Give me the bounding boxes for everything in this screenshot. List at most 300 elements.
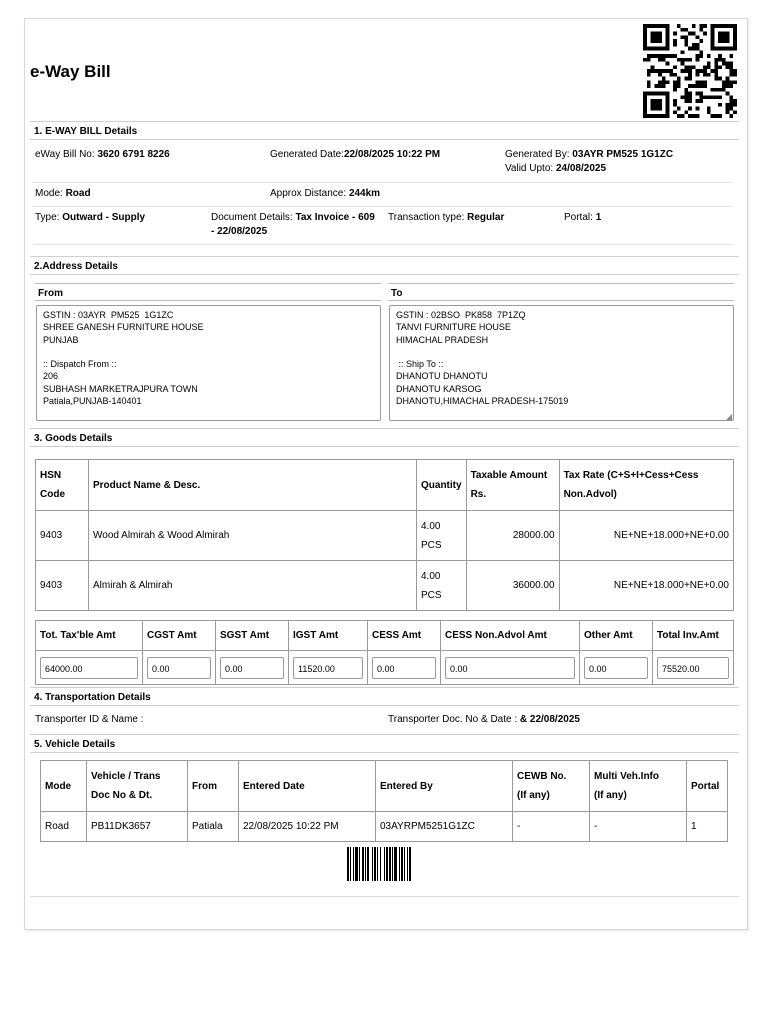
barcode bbox=[347, 847, 421, 881]
qr-module bbox=[643, 58, 647, 62]
qr-module bbox=[726, 35, 730, 39]
qr-module bbox=[718, 47, 722, 51]
qr-module bbox=[651, 47, 655, 51]
qr-module bbox=[711, 24, 715, 28]
ewb-bill-no bbox=[35, 148, 170, 162]
ewb-distance bbox=[270, 187, 380, 201]
qr-module bbox=[673, 65, 677, 69]
qr-module bbox=[662, 24, 666, 28]
qr-module bbox=[688, 107, 692, 111]
qr-module bbox=[726, 24, 730, 28]
barcode-bar bbox=[355, 847, 358, 881]
total-inv-field[interactable]: 75520.00 bbox=[657, 657, 729, 679]
ewb-distance-value: 244km bbox=[348, 188, 381, 199]
qr-module bbox=[651, 114, 655, 118]
ewb-document-value-2: - 22/08/2025 bbox=[211, 226, 268, 237]
vehicle-header-vehicle: Vehicle / Trans Doc No & Dt. bbox=[87, 761, 188, 812]
vehicle-header-portal: Portal bbox=[687, 761, 728, 812]
qr-module bbox=[643, 32, 647, 36]
vehicle-header-row bbox=[41, 761, 728, 812]
qr-module bbox=[699, 39, 703, 43]
qr-module bbox=[654, 54, 658, 58]
divider bbox=[30, 896, 739, 897]
qr-module bbox=[718, 103, 722, 107]
qr-module bbox=[658, 24, 662, 28]
qr-module bbox=[684, 35, 688, 39]
qr-module bbox=[688, 95, 692, 99]
goods-taxable: 36000.00 bbox=[466, 561, 559, 611]
qr-module bbox=[726, 65, 730, 69]
qr-module bbox=[699, 92, 703, 96]
cgst-field[interactable]: 0.00 bbox=[147, 657, 211, 679]
qr-module bbox=[696, 80, 700, 84]
ewb-bill-no-value: 3620 6791 8226 bbox=[97, 149, 170, 160]
qr-module bbox=[669, 54, 673, 58]
qr-module bbox=[666, 99, 670, 103]
transporter-doc-value: & 22/08/2025 bbox=[519, 714, 580, 725]
qr-module bbox=[688, 65, 692, 69]
qr-module bbox=[733, 35, 737, 39]
vehicle-mode: Road bbox=[41, 812, 87, 842]
qr-module bbox=[647, 80, 651, 84]
ewb-generated-date bbox=[270, 148, 440, 162]
qr-module bbox=[669, 69, 673, 73]
qr-module bbox=[651, 54, 655, 58]
qr-module bbox=[662, 114, 666, 118]
qr-module bbox=[643, 28, 647, 32]
qr-module bbox=[651, 24, 655, 28]
qr-module bbox=[733, 99, 737, 103]
qr-module bbox=[673, 39, 677, 43]
ewb-transaction-value: Regular bbox=[467, 212, 505, 223]
qr-module bbox=[699, 24, 703, 28]
qr-module bbox=[688, 69, 692, 73]
barcode-bar bbox=[347, 847, 349, 881]
totals-cell bbox=[441, 651, 580, 685]
barcode-bar bbox=[407, 847, 408, 881]
qr-module bbox=[718, 54, 722, 58]
qr-module bbox=[677, 80, 681, 84]
barcode-bar bbox=[362, 847, 364, 881]
total-taxable-field[interactable]: 64000.00 bbox=[40, 657, 138, 679]
ewb-portal-value: 1 bbox=[595, 212, 602, 223]
qr-module bbox=[696, 58, 700, 62]
qr-module bbox=[718, 58, 722, 62]
qr-module bbox=[726, 39, 730, 43]
ewb-transaction-label: Transaction type: bbox=[388, 212, 465, 223]
qr-module bbox=[729, 65, 733, 69]
qr-module bbox=[658, 99, 662, 103]
ewb-document-label: Document Details: bbox=[211, 212, 293, 223]
qr-module bbox=[673, 80, 677, 84]
qr-module bbox=[684, 92, 688, 96]
qr-module bbox=[722, 47, 726, 51]
qr-module bbox=[647, 24, 651, 28]
qr-module bbox=[722, 84, 726, 88]
qr-module bbox=[658, 114, 662, 118]
qr-module bbox=[684, 43, 688, 47]
qr-module bbox=[714, 47, 718, 51]
qr-module bbox=[647, 92, 651, 96]
qr-module bbox=[688, 58, 692, 62]
qr-module bbox=[714, 24, 718, 28]
qr-module bbox=[654, 107, 658, 111]
table-row bbox=[41, 812, 728, 842]
qr-module bbox=[699, 50, 703, 54]
qr-module bbox=[726, 32, 730, 36]
qr-module bbox=[729, 69, 733, 73]
qr-module bbox=[681, 95, 685, 99]
qr-module bbox=[714, 77, 718, 81]
qr-module bbox=[733, 110, 737, 114]
qr-module bbox=[658, 47, 662, 51]
qr-module bbox=[662, 84, 666, 88]
qr-module bbox=[677, 107, 681, 111]
table-row bbox=[36, 561, 734, 611]
qr-module bbox=[658, 39, 662, 43]
qr-module bbox=[714, 73, 718, 77]
qr-module bbox=[673, 54, 677, 58]
divider bbox=[33, 244, 733, 245]
qr-module bbox=[666, 107, 670, 111]
qr-module bbox=[729, 54, 733, 58]
totals-cell bbox=[653, 651, 734, 685]
qr-module bbox=[726, 47, 730, 51]
totals-header-igst: IGST Amt bbox=[289, 621, 368, 651]
qr-module bbox=[666, 92, 670, 96]
qr-module bbox=[692, 65, 696, 69]
resize-handle-icon[interactable]: ◢ bbox=[726, 412, 733, 421]
qr-module bbox=[722, 80, 726, 84]
qr-module bbox=[718, 24, 722, 28]
barcode-bar bbox=[367, 847, 369, 881]
qr-module bbox=[654, 35, 658, 39]
qr-module bbox=[681, 114, 685, 118]
qr-module bbox=[647, 54, 651, 58]
barcode-bar bbox=[392, 847, 393, 881]
qr-module bbox=[726, 62, 730, 66]
totals-cell bbox=[216, 651, 289, 685]
qr-module bbox=[651, 107, 655, 111]
qr-module bbox=[651, 99, 655, 103]
qr-module bbox=[647, 84, 651, 88]
totals-cell bbox=[289, 651, 368, 685]
qr-module bbox=[654, 47, 658, 51]
qr-module bbox=[692, 32, 696, 36]
qr-module bbox=[729, 73, 733, 77]
qr-module bbox=[658, 84, 662, 88]
qr-module bbox=[658, 58, 662, 62]
qr-module bbox=[699, 69, 703, 73]
qr-module bbox=[647, 58, 651, 62]
qr-module bbox=[696, 73, 700, 77]
vehicle-header-cewb: CEWB No. (If any) bbox=[513, 761, 590, 812]
barcode-bar bbox=[353, 847, 354, 881]
qr-module bbox=[733, 73, 737, 77]
qr-module bbox=[666, 39, 670, 43]
qr-module bbox=[673, 88, 677, 92]
qr-module bbox=[703, 69, 707, 73]
ewb-portal-label: Portal: bbox=[564, 212, 593, 223]
qr-module bbox=[654, 114, 658, 118]
qr-module bbox=[703, 84, 707, 88]
sgst-field[interactable]: 0.00 bbox=[220, 657, 284, 679]
qr-module bbox=[714, 95, 718, 99]
qr-module bbox=[688, 114, 692, 118]
qr-module bbox=[643, 92, 647, 96]
qr-module bbox=[711, 43, 715, 47]
qr-module bbox=[711, 35, 715, 39]
vehicle-from: Patiala bbox=[188, 812, 239, 842]
qr-module bbox=[662, 92, 666, 96]
qr-module bbox=[718, 77, 722, 81]
qr-module bbox=[654, 92, 658, 96]
qr-module bbox=[647, 114, 651, 118]
barcode-bar bbox=[386, 847, 388, 881]
goods-rate: NE+NE+18.000+NE+0.00 bbox=[559, 511, 733, 561]
totals-header-total: Total Inv.Amt bbox=[653, 621, 734, 651]
other-amt-field[interactable]: 0.00 bbox=[584, 657, 648, 679]
qr-module bbox=[643, 99, 647, 103]
ewb-distance-label: Approx Distance: bbox=[270, 188, 347, 199]
qr-module bbox=[684, 110, 688, 114]
vehicle-cewb: - bbox=[513, 812, 590, 842]
qr-module bbox=[711, 114, 715, 118]
qr-module bbox=[726, 92, 730, 96]
qr-module bbox=[718, 39, 722, 43]
barcode-bar bbox=[372, 847, 373, 881]
qr-module bbox=[651, 92, 655, 96]
qr-module bbox=[711, 32, 715, 36]
qr-module bbox=[707, 95, 711, 99]
qr-module bbox=[733, 28, 737, 32]
qr-module bbox=[696, 92, 700, 96]
qr-module bbox=[688, 84, 692, 88]
totals-header-cess: CESS Amt bbox=[368, 621, 441, 651]
divider bbox=[33, 206, 733, 207]
vehicle-number: PB11DK3657 bbox=[87, 812, 188, 842]
cess-field[interactable]: 0.00 bbox=[372, 657, 436, 679]
ewb-document-value-1: Tax Invoice - 609 bbox=[295, 212, 375, 223]
vehicle-header-from: From bbox=[188, 761, 239, 812]
ewb-document-details bbox=[211, 211, 383, 239]
qr-module bbox=[658, 35, 662, 39]
barcode-bar bbox=[384, 847, 385, 881]
totals-cell bbox=[143, 651, 216, 685]
qr-module bbox=[703, 24, 707, 28]
section-header-ewb: 1. E-WAY BILL Details bbox=[30, 121, 739, 140]
qr-module bbox=[643, 95, 647, 99]
qr-module bbox=[651, 39, 655, 43]
ewb-type-label: Type: bbox=[35, 212, 60, 223]
ewb-type-value: Outward - Supply bbox=[62, 212, 146, 223]
qr-module bbox=[714, 114, 718, 118]
qr-module bbox=[643, 107, 647, 111]
address-to-box[interactable]: GSTIN : 02BSO PK858 7P1ZQ TANVI FURNITURE HOUSE HIMACHAL PRADESH :: Ship To :: DHANOTU DHANOTU DHANOTU KARSOG DHANOTU,HIMACHAL PRADESH-175019 bbox=[389, 305, 734, 421]
qr-module bbox=[658, 32, 662, 36]
qr-module bbox=[684, 95, 688, 99]
qr-module bbox=[692, 47, 696, 51]
qr-module bbox=[654, 84, 658, 88]
qr-module bbox=[647, 69, 651, 73]
qr-module bbox=[688, 99, 692, 103]
qr-module bbox=[673, 43, 677, 47]
qr-module bbox=[711, 88, 715, 92]
qr-module bbox=[726, 110, 730, 114]
qr-module bbox=[673, 103, 677, 107]
address-from-box[interactable]: GSTIN : 03AYR PM525 1G1ZC SHREE GANESH FURNITURE HOUSE PUNJAB :: Dispatch From :: 206 SUBHASH MARKETRAJPURA TOWN Patiala,PUNJAB-140401 bbox=[36, 305, 381, 421]
qr-module bbox=[662, 80, 666, 84]
divider bbox=[33, 182, 733, 183]
qr-module bbox=[666, 69, 670, 73]
qr-module bbox=[669, 73, 673, 77]
barcode-bar bbox=[377, 847, 378, 881]
qr-module bbox=[726, 107, 730, 111]
qr-module bbox=[666, 95, 670, 99]
ewb-generated-by bbox=[505, 148, 673, 162]
ewb-generated-date-value: 22/08/2025 10:22 PM bbox=[343, 149, 441, 160]
qr-module bbox=[711, 95, 715, 99]
qr-module bbox=[729, 47, 733, 51]
qr-module bbox=[699, 84, 703, 88]
qr-module bbox=[651, 65, 655, 69]
qr-module bbox=[673, 99, 677, 103]
ewb-valid-upto-value: 24/08/2025 bbox=[555, 163, 607, 174]
address-to-label: To bbox=[391, 288, 403, 299]
qr-module bbox=[696, 43, 700, 47]
qr-module bbox=[677, 24, 681, 28]
qr-module bbox=[681, 62, 685, 66]
goods-product: Almirah & Almirah bbox=[89, 561, 417, 611]
qr-module bbox=[666, 24, 670, 28]
qr-module bbox=[654, 69, 658, 73]
qr-module bbox=[684, 65, 688, 69]
qr-module bbox=[692, 114, 696, 118]
totals-cell bbox=[580, 651, 653, 685]
qr-module bbox=[677, 84, 681, 88]
barcode-bar bbox=[404, 847, 405, 881]
qr-module bbox=[707, 73, 711, 77]
qr-module bbox=[647, 47, 651, 51]
igst-field[interactable]: 11520.00 bbox=[293, 657, 363, 679]
section-header-transport: 4. Transportation Details bbox=[30, 687, 739, 706]
qr-module bbox=[666, 110, 670, 114]
qr-module bbox=[658, 54, 662, 58]
goods-taxable: 28000.00 bbox=[466, 511, 559, 561]
qr-module bbox=[643, 110, 647, 114]
goods-header-row bbox=[36, 460, 734, 511]
qr-module bbox=[692, 43, 696, 47]
qr-module bbox=[707, 62, 711, 66]
vehicle-portal: 1 bbox=[687, 812, 728, 842]
qr-module bbox=[677, 58, 681, 62]
qr-module bbox=[662, 54, 666, 58]
ewb-generated-date-label: Generated Date: bbox=[270, 149, 344, 160]
transporter-doc bbox=[388, 713, 580, 727]
qr-module bbox=[681, 35, 685, 39]
qr-module bbox=[688, 92, 692, 96]
qr-code bbox=[641, 24, 739, 118]
ewb-valid-upto bbox=[505, 162, 606, 176]
qr-module bbox=[662, 58, 666, 62]
qr-module bbox=[688, 32, 692, 36]
qr-module bbox=[643, 39, 647, 43]
ewb-bill-no-label: eWay Bill No: bbox=[35, 149, 95, 160]
qr-module bbox=[658, 80, 662, 84]
vehicle-entered-date: 22/08/2025 10:22 PM bbox=[239, 812, 376, 842]
qr-module bbox=[703, 95, 707, 99]
qr-module bbox=[673, 110, 677, 114]
qr-module bbox=[718, 65, 722, 69]
qr-module bbox=[658, 92, 662, 96]
ewb-mode-label: Mode: bbox=[35, 188, 63, 199]
qr-module bbox=[722, 62, 726, 66]
qr-module bbox=[733, 47, 737, 51]
totals-header-taxable: Tot. Tax'ble Amt bbox=[36, 621, 143, 651]
qr-module bbox=[666, 28, 670, 32]
qr-module bbox=[666, 43, 670, 47]
barcode-bar bbox=[365, 847, 366, 881]
qr-module bbox=[703, 80, 707, 84]
vehicle-multi: - bbox=[590, 812, 687, 842]
goods-rate: NE+NE+18.000+NE+0.00 bbox=[559, 561, 733, 611]
qr-module bbox=[699, 80, 703, 84]
qr-module bbox=[666, 54, 670, 58]
qr-module bbox=[673, 32, 677, 36]
transporter-id-label: Transporter ID & Name : bbox=[35, 714, 144, 725]
qr-module bbox=[673, 84, 677, 88]
qr-module bbox=[696, 107, 700, 111]
barcode-bar bbox=[389, 847, 391, 881]
qr-module bbox=[684, 69, 688, 73]
qr-module bbox=[666, 47, 670, 51]
barcode-bar bbox=[401, 847, 403, 881]
qr-module bbox=[666, 62, 670, 66]
totals-cell bbox=[36, 651, 143, 685]
qr-module bbox=[729, 107, 733, 111]
qr-module bbox=[718, 32, 722, 36]
qr-module bbox=[658, 107, 662, 111]
qr-module bbox=[684, 88, 688, 92]
qr-module bbox=[684, 39, 688, 43]
qr-module bbox=[703, 73, 707, 77]
goods-header-hsn: HSN Code bbox=[36, 460, 89, 511]
qr-module bbox=[733, 103, 737, 107]
table-row bbox=[36, 511, 734, 561]
cess-nonadvol-field[interactable]: 0.00 bbox=[445, 657, 575, 679]
section-header-goods: 3. Goods Details bbox=[30, 428, 739, 447]
qr-module bbox=[666, 114, 670, 118]
qr-module bbox=[654, 32, 658, 36]
qr-module bbox=[681, 58, 685, 62]
qr-module bbox=[684, 58, 688, 62]
qr-module bbox=[726, 80, 730, 84]
totals-header-cess-nonadvol: CESS Non.Advol Amt bbox=[441, 621, 580, 651]
qr-module bbox=[718, 114, 722, 118]
barcode-bar bbox=[374, 847, 376, 881]
totals-header-sgst: SGST Amt bbox=[216, 621, 289, 651]
goods-table bbox=[35, 459, 734, 611]
vehicle-header-entered-date: Entered Date bbox=[239, 761, 376, 812]
qr-module bbox=[654, 99, 658, 103]
qr-module bbox=[692, 84, 696, 88]
qr-module bbox=[722, 24, 726, 28]
divider bbox=[35, 283, 381, 284]
barcode-bar bbox=[409, 847, 411, 881]
totals-cell bbox=[368, 651, 441, 685]
qr-module bbox=[692, 24, 696, 28]
qr-module bbox=[714, 62, 718, 66]
